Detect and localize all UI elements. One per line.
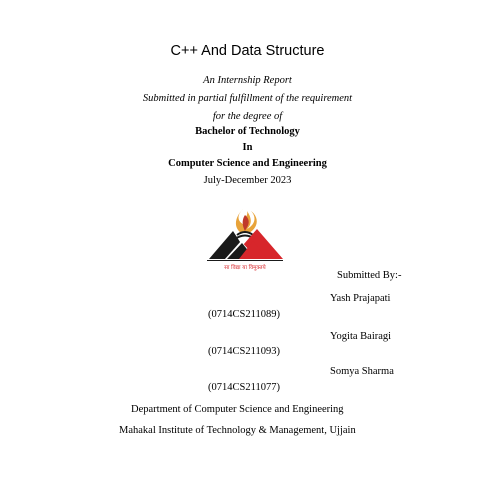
degree-line: for the degree of xyxy=(212,111,283,122)
in-word: In xyxy=(242,142,253,153)
student-roll-2: (0714CS211093) xyxy=(208,346,280,357)
student-roll-1: (0714CS211089) xyxy=(208,309,280,320)
institute-name: Mahakal Institute of Technology & Management, Ujjain xyxy=(119,425,356,436)
student-roll-3: (0714CS211077) xyxy=(208,382,280,393)
student-name-2: Yogita Bairagi xyxy=(330,331,392,342)
department-name: Department of Computer Science and Engineering xyxy=(131,404,344,415)
submission-statement: Submitted in partial fulfillment of the requirement xyxy=(142,93,353,104)
session: July-December 2023 xyxy=(203,175,292,186)
report-title: C++ And Data Structure xyxy=(170,43,325,59)
degree-name: Bachelor of Technology xyxy=(195,126,300,137)
institute-logo xyxy=(205,205,285,275)
submitted-by-label: Submitted By:- xyxy=(337,270,402,281)
report-subtitle: An Internship Report xyxy=(203,75,292,86)
logo-motto: सा विद्या या विमुक्तये xyxy=(224,265,266,271)
student-name-3: Somya Sharma xyxy=(330,366,394,377)
mountain-icon xyxy=(209,229,283,259)
student-name-1: Yash Prajapati xyxy=(330,293,391,304)
branch-name: Computer Science and Engineering xyxy=(168,158,327,169)
